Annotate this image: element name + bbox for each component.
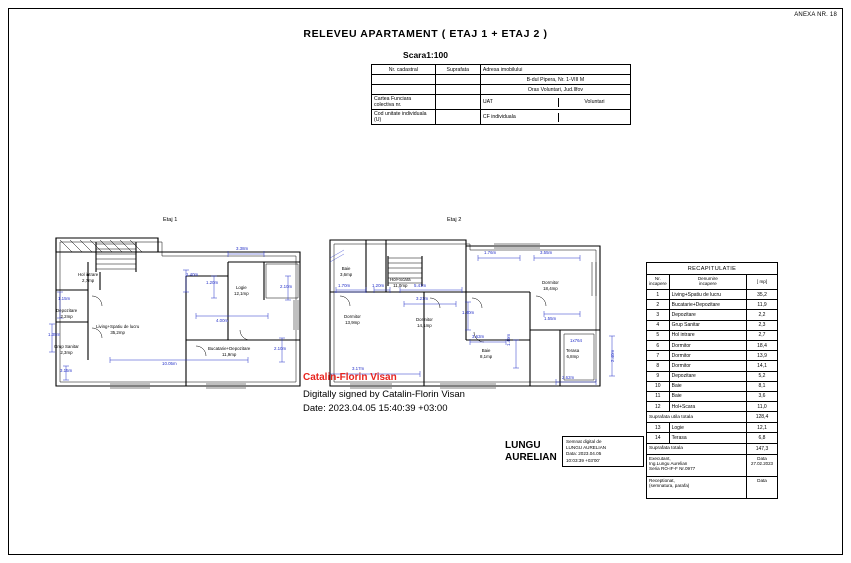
room-living: Living+Spatiu de lucru 35,2mp [96, 324, 140, 335]
dim-11: 3.17m [352, 366, 365, 371]
dim2-6: 3.21m [416, 296, 429, 301]
recap-name: Terasa [669, 433, 746, 443]
recap-nr: 1 [647, 290, 670, 300]
dim-7: 2.10m [280, 284, 293, 289]
recap-name: Depozitare [669, 310, 746, 320]
recapitulatie-table [646, 262, 778, 499]
dim-1: 3.38m [236, 246, 249, 251]
executant-date-value: 27.02.2023 [751, 460, 773, 466]
cell-cod-u: Cod unitate individuala (U) [372, 110, 436, 125]
executant-date-cell [747, 454, 778, 476]
digital-signature-line1: Digitally signed by Catalin-Florin Visan [303, 389, 465, 400]
table-row [647, 423, 778, 433]
room-grup-sanitar: Grup Sanitar 2,3mp [54, 344, 79, 355]
cell-adresa: Adresa imobilului [480, 65, 630, 75]
recap-mp: 6,8 [747, 433, 778, 443]
recap-nr: 13 [647, 423, 670, 433]
room-terasa: Terasa 6,8mp [566, 348, 580, 359]
executant-date-label: Data [757, 455, 767, 461]
recap-name: Baie [669, 391, 746, 401]
room-bucatarie: Bucatarie+Depozitare 11,9mp [208, 346, 251, 357]
recap-nr: 14 [647, 433, 670, 443]
dim2-7: 1.30m [462, 310, 475, 315]
signer-line2: AURELIAN [505, 451, 557, 463]
room-hol-scara: Hol+Scara 11,0mp [390, 277, 411, 288]
table-row [647, 381, 778, 391]
recap-name: Grup Sanitar [669, 320, 746, 330]
dim-4: 1.15m [58, 296, 71, 301]
executant-serie: Seria RO-IF-F Nr.0977 [649, 465, 696, 471]
dim2-8: 1.55m [544, 316, 557, 321]
recap-mp: 35,2 [747, 290, 778, 300]
table-row [647, 290, 778, 300]
recap-nr: 7 [647, 351, 670, 361]
recap-mp: 11,0 [747, 402, 778, 412]
recap-mp: 3,6 [747, 391, 778, 401]
dim-5: 1.35m [48, 332, 61, 337]
dim-2: 1.40m [186, 272, 199, 277]
recap-total-row [647, 412, 778, 423]
recap-nr: 11 [647, 391, 670, 401]
recap-title: RECAPITULATIE [647, 263, 778, 275]
recap-mp: 2,7 [747, 330, 778, 340]
recap-mp: 18,4 [747, 340, 778, 350]
recap-mp: 11,9 [747, 300, 778, 310]
table-row [647, 351, 778, 361]
room-dormitor-3: Dormitor 18,4mp [542, 280, 559, 291]
executant-label: Executant, [649, 455, 671, 461]
table-row [647, 300, 778, 310]
sig-box-line2: LUNGU AURELIAN [566, 445, 607, 451]
scale-label: Scara1:100 [403, 50, 448, 60]
digital-signature-line2: Date: 2023.04.05 15:40:39 +03:00 [303, 403, 448, 414]
recap-executant-row [647, 454, 778, 476]
etaj1-label: Etaj 1 [163, 217, 178, 223]
recap-total-label: Suprafata utila totala [647, 412, 747, 423]
cell-nr-cadastral: Nr. cadastral [372, 65, 436, 75]
cell-uat-label: UAT [481, 98, 559, 107]
dim2-13: 2.40m [610, 349, 615, 362]
recap-grandtotal-value: 147,3 [747, 443, 778, 454]
recap-name: Baie [669, 381, 746, 391]
room-hol-intrare: Hol intrare 2,7mp [78, 272, 99, 283]
dim2-10: 1.49m [506, 333, 511, 346]
dim-6: 4.00m [216, 318, 229, 323]
sig-box-line1: Semnat digital de [566, 439, 602, 444]
dim2-9: 3.63m [472, 334, 485, 339]
dim-10: 3.15m [60, 368, 73, 373]
receptionat-sub: (semnatura, parafa) [649, 482, 690, 488]
recap-name: Living+Spatiu de lucru [669, 290, 746, 300]
anexa-number: ANEXA NR. 18 [794, 12, 837, 18]
recap-name: Hol intrare [669, 330, 746, 340]
dim2-2: 3.55m [540, 250, 553, 255]
recap-nr: 5 [647, 330, 670, 340]
cell-address-line2: Oras Voluntari, Jud.Ilfov [480, 85, 630, 95]
table-row [647, 433, 778, 443]
table-row [647, 361, 778, 371]
dim2-5: 5.41m [414, 283, 427, 288]
room-dormitor-2: Dormitor 14,1mp [416, 317, 433, 328]
cell-cf-colectiva: Cartea Funciara colectiva nr. [372, 95, 436, 110]
dim2-11: 1x764 [570, 338, 582, 343]
recap-header-row [647, 275, 778, 290]
recap-col-denumire: Denumire incapere [669, 275, 746, 290]
recap-nr: 6 [647, 340, 670, 350]
receptionat-date-label: Data [757, 477, 767, 483]
table-row [647, 391, 778, 401]
recap-col-mp: [ mp] [747, 275, 778, 290]
recap-nr: 9 [647, 371, 670, 381]
dim2-3: 1.70m [338, 283, 351, 288]
receptionat-label: Receptionat, [649, 477, 675, 483]
etaj2-label: Etaj 2 [447, 217, 462, 223]
dim2-1: 1.76m [484, 250, 497, 255]
sig-box-line3: Data: 2023.04.05 [566, 451, 602, 457]
signer-line1: LUNGU [505, 440, 541, 451]
dim-9: 10.05m [162, 361, 177, 366]
cell-address-line1: B-dul Pipera, Nr. 1-VIII M [480, 75, 630, 85]
recap-nr: 10 [647, 381, 670, 391]
table-row [647, 310, 778, 320]
dim-8: 2.10m [274, 346, 287, 351]
receptionat-date-cell [747, 476, 778, 498]
recap-mp: 8,1 [747, 381, 778, 391]
dim2-12: 2.62m [562, 375, 575, 380]
recap-nr: 8 [647, 361, 670, 371]
table-row [647, 330, 778, 340]
signature-box [562, 436, 644, 467]
dim2-4: 1.20m [372, 283, 385, 288]
page-title: RELEVEU APARTAMENT ( ETAJ 1 + ETAJ 2 ) [303, 28, 548, 40]
recap-title-row [647, 263, 778, 275]
recap-grandtotal-label: Suprafata totala [647, 443, 747, 454]
table-row [647, 340, 778, 350]
recap-mp: 5,2 [747, 371, 778, 381]
recap-name: Logie [669, 423, 746, 433]
recap-mp: 2,3 [747, 320, 778, 330]
recap-grandtotal-row [647, 443, 778, 454]
recap-mp: 12,1 [747, 423, 778, 433]
recap-name: Dormitor [669, 351, 746, 361]
recap-name: Depozitare [669, 371, 746, 381]
recap-name: Dormitor [669, 361, 746, 371]
cell-uat-value: Voluntari [584, 99, 605, 105]
dim-3: 1.20m [206, 280, 219, 285]
receptionat-block [647, 476, 747, 498]
recap-nr: 12 [647, 402, 670, 412]
executant-block [647, 454, 747, 476]
room-dormitor-1: Dormitor 13,9mp [344, 314, 361, 325]
room-baie-1: Baie 8,1mp [480, 348, 493, 359]
recap-name: Bucatarie+Depozitare [669, 300, 746, 310]
digital-signature-name: Catalin-Florin Visan [303, 372, 397, 383]
recap-name: Dormitor [669, 340, 746, 350]
room-logie: Logie 12,1mp [234, 285, 249, 296]
recap-nr: 3 [647, 310, 670, 320]
table-row [647, 402, 778, 412]
sig-box-line4: 10:03:39 +03'00' [566, 457, 600, 463]
recap-name: Hol+Scara [669, 402, 746, 412]
recap-mp: 13,9 [747, 351, 778, 361]
recap-mp: 14,1 [747, 361, 778, 371]
recap-mp: 2,2 [747, 310, 778, 320]
cell-cf-label: CF individuala [481, 113, 559, 122]
signer-lungu-name [505, 440, 557, 463]
recap-receptionat-row [647, 476, 778, 498]
recap-nr: 4 [647, 320, 670, 330]
cell-suprafata: Suprafata [435, 65, 480, 75]
recap-total-value: 128,4 [747, 412, 778, 423]
table-row [647, 320, 778, 330]
executant-name: Ing.Lungu Aurelian [649, 460, 688, 466]
table-row [647, 371, 778, 381]
recap-col-nr: Nr. incapere [647, 275, 670, 290]
room-baie-2: Baie 3,6mp [340, 266, 353, 277]
recap-nr: 2 [647, 300, 670, 310]
room-depozitare-1: Depozitare 2,2mp [56, 308, 78, 319]
